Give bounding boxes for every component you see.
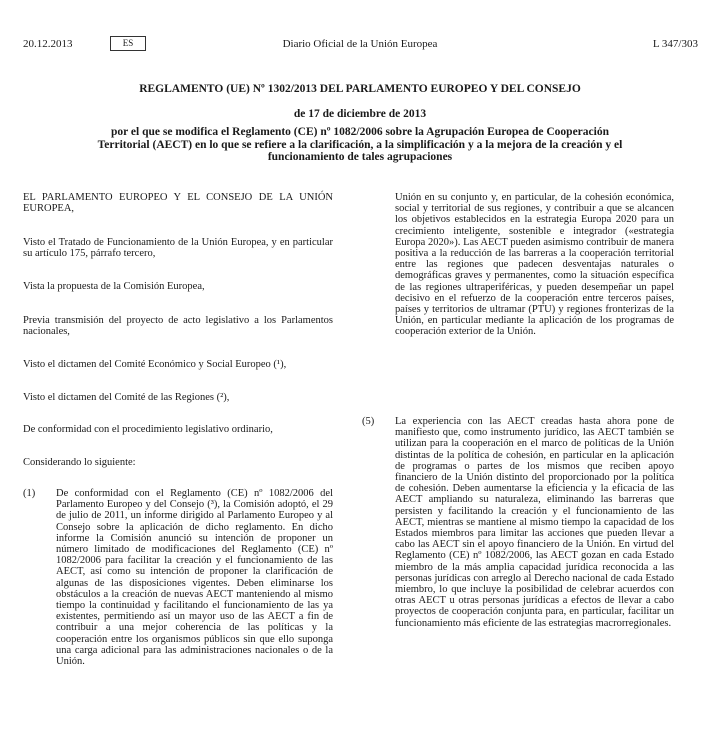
regulation-subject: por el que se modifica el Reglamento (CE) nº 1082/2006 sobre la Agrupación Europea de Cooperación Territorial (AECT) en lo que se refiere a la clarificación, a la simplificación y a la mejora de la creación y el funcionamiento de tales agrupaciones	[97, 126, 623, 163]
enacting-parties: EL PARLAMENTO EUROPEO Y EL CONSEJO DE LA UNIÓN EUROPEA,	[23, 192, 333, 215]
publication-date: 20.12.2013	[23, 38, 73, 50]
page-reference: L 347/303	[652, 38, 698, 50]
recital-number: (1)	[23, 488, 36, 499]
page-header	[0, 38, 720, 54]
citation-procedure: De conformidad con el procedimiento legislativo ordinario,	[23, 424, 273, 435]
language-badge: ES	[110, 36, 146, 51]
considering-heading: Considerando lo siguiente:	[23, 457, 136, 468]
citation-treaty: Visto el Tratado de Funcionamiento de la Unión Europea, y en particular su artículo 175, párrafo tercero,	[23, 237, 333, 260]
citation-esc-opinion: Visto el dictamen del Comité Económico y Social Europeo (¹),	[23, 359, 287, 370]
regulation-title: REGLAMENTO (UE) Nº 1302/2013 DEL PARLAMENTO EUROPEO Y DEL CONSEJO	[139, 83, 581, 95]
journal-title: Diario Oficial de la Unión Europea	[282, 38, 438, 50]
recital-number: (5)	[362, 416, 375, 427]
recital-continuation: Unión en su conjunto y, en particular, de la cohesión económica, social y territorial de sus regiones, y contribuir a que se alcancen los objetivos establecidos en la estrategia Europa 2020 para un crecimiento inteligente, sostenible e integrador («estrategia Europa 2020»). Las AECT pueden asimismo contribuir de manera positiva a la reducción de las barreras a la cooperación territorial entre las regiones que padecen desventajas naturales o demográficas graves y permanentes, como la situación específica de las regiones ultraperiféricas, y pueden desempeñar un papel decisivo en el refuerzo de la cooperación entre terceros países, países y territorios de ultramar (PTU) y regiones fronterizas de la Unión, en particular mediante la aplicación de los programas de cooperación exterior de la Unión.	[395, 192, 674, 338]
regulation-date: de 17 de diciembre de 2013	[293, 108, 427, 120]
citation-transmission: Previa transmisión del proyecto de acto legislativo a los Parlamentos nacionales,	[23, 315, 333, 338]
recital-text: La experiencia con las AECT creadas hasta ahora pone de manifiesto que, como instrumento jurídico, las AECT también se utilizan para la cooperación en el marco de políticas de la Unión distintas de la política de cohesión, en particular en la aplicación de programas o partes de los mismos que reciben apoyo financiero de la Unión distinto del proporcionado por la política de cohesión. Deben aumentarse la eficiencia y la eficacia de las AECT ampliando su naturaleza, eliminando las barreras que persisten y facilitando la creación y el funcionamiento de las AECT, mientras se mantiene al mismo tiempo la capacidad de los Estados miembros para limitar las acciones que pueden llevar a cabo las AECT sin el apoyo financiero de la Unión. En virtud del Reglamento (CE) nº 1082/2006, las AECT gozan en cada Estado miembro de la más amplia capacidad jurídica reconocida a las personas jurídicas con arreglo al Derecho nacional de cada Estado miembro, lo que incluye la posibilidad de celebrar acuerdos con otras AECT u otras personas jurídicas a efectos de llevar a cabo proyectos de cooperación conjunta para, en particular, facilitar un funcionamiento más eficiente de las estrategias macrorregionales.	[395, 416, 674, 629]
citation-cor-opinion: Visto el dictamen del Comité de las Regiones (²),	[23, 392, 230, 403]
citation-proposal: Vista la propuesta de la Comisión Europea,	[23, 281, 205, 292]
recital-text: De conformidad con el Reglamento (CE) nº 1082/2006 del Parlamento Europeo y del Consejo (³), la Comisión adoptó, el 29 de julio de 2011, un informe dirigido al Parlamento Europeo y al Consejo sobre la aplicación de dicho reglamento. En dicho informe la Comisión anunció su intención de proponer un número limitado de modificaciones del Reglamento (CE) nº 1082/2006 para facilitar la creación y el funcionamiento de las AECT, así como su intención de proponer la clarificación de algunas de las disposiciones vigentes. Deben eliminarse los obstáculos a la creación de nuevas AECT manteniendo al mismo tiempo la continuidad y facilitando el funcionamiento de las ya existentes, permitiendo así un mayor uso de las AECT a fin de contribuir a una mejor coherencia de las políticas y la cooperación entre los organismos públicos sin que ello suponga una carga adicional para las administraciones nacionales o de la Unión.	[56, 488, 333, 668]
